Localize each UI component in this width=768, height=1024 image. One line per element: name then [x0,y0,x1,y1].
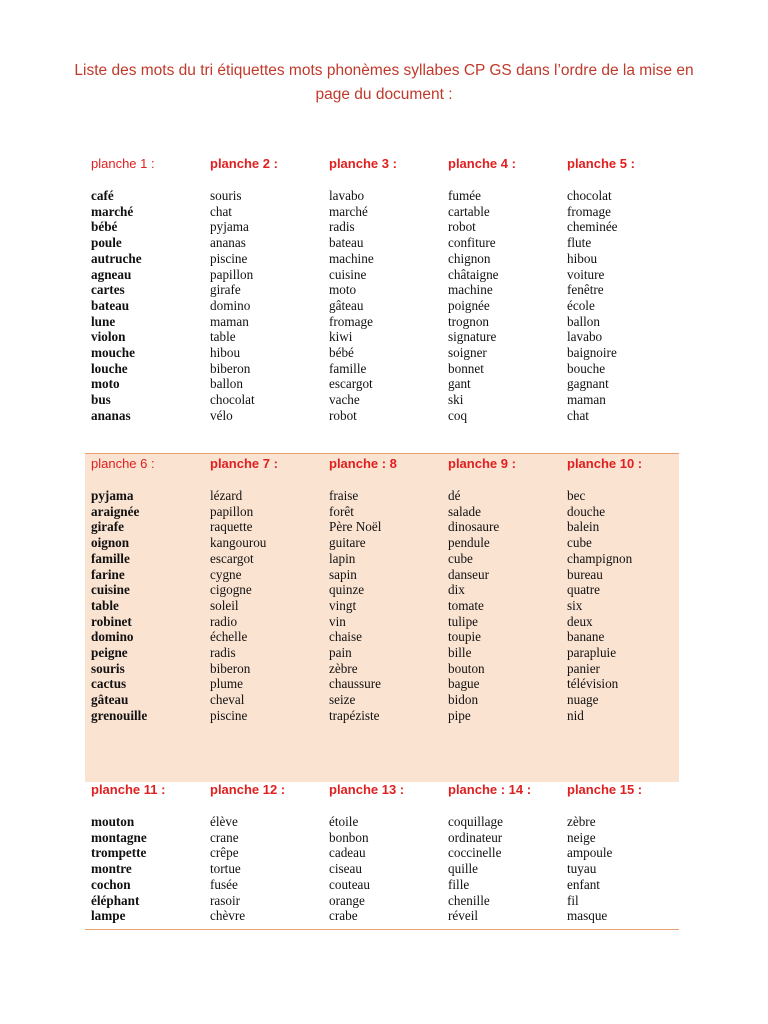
word-item: moto [91,376,120,392]
word-list [91,188,209,424]
word-item: mouton [91,814,135,829]
word-item: baignoire [567,345,617,361]
word-item: bateau [91,297,130,313]
word-item: café [91,188,114,203]
word-item: cygne [210,566,242,582]
word-item: trompette [91,845,147,861]
word-item: papillon [210,266,254,282]
word-item: poignée [448,297,490,313]
word-item: balein [567,519,600,535]
word-item: étoile [329,814,359,829]
word-item: farine [91,566,125,582]
word-item: chèvre [210,908,246,924]
word-item: gagnant [567,376,609,392]
word-item: seize [329,692,356,708]
section-planches-11-15 [85,782,679,930]
column-planche-7 [210,456,328,724]
word-item: télévision [567,676,619,692]
word-item: signature [448,329,497,345]
word-item: vin [329,613,346,629]
word-item: fille [448,876,470,892]
word-item: pyjama [91,488,134,503]
word-list [210,188,328,424]
word-item: cadeau [329,845,366,861]
word-item: guitare [329,535,366,551]
word-item: robot [448,219,476,235]
word-item: orange [329,892,365,908]
word-item: coccinelle [448,845,502,861]
word-item: zèbre [567,814,596,829]
word-item: vingt [329,597,357,613]
word-item: table [210,329,236,345]
word-item: bouche [567,360,606,376]
column-planche-9 [448,456,566,724]
word-item: cuisine [329,266,367,282]
word-item: zèbre [329,660,358,676]
word-item: tuyau [567,861,597,877]
word-item: ananas [91,407,131,423]
column-heading: planche 2 : [210,156,278,171]
word-item: chat [567,407,589,423]
word-item: quinze [329,582,365,598]
column-planche-5 [567,156,685,424]
word-item: élève [210,814,238,829]
section-planches-6-10 [85,453,679,782]
word-item: moto [329,282,357,298]
word-item: plume [210,676,243,692]
word-item: biberon [210,360,251,376]
word-item: bonnet [448,360,484,376]
word-item: tortue [210,861,241,877]
word-item: bébé [91,219,118,235]
word-item: machine [329,250,374,266]
word-list [329,188,447,424]
column-heading: planche 7 : [210,456,278,471]
word-item: flute [567,235,592,251]
word-item: biberon [210,660,251,676]
word-item: Père Noël [329,519,382,535]
word-item: chaussure [329,676,381,692]
word-item: sapin [329,566,357,582]
word-list [210,814,328,924]
word-item: quille [448,861,479,877]
word-item: bouton [448,660,485,676]
word-item: trapéziste [329,707,380,723]
word-item: panier [567,660,600,676]
word-item: kangourou [210,535,267,551]
word-item: autruche [91,250,142,266]
word-item: chaise [329,629,362,645]
word-item: maman [210,313,249,329]
word-list [329,488,447,724]
word-item: ballon [567,313,600,329]
word-item: coquillage [448,814,503,829]
word-item: éléphant [91,892,140,908]
word-item: famille [329,360,367,376]
word-item: bidon [448,692,479,708]
column-heading: planche 1 : [91,156,155,171]
column-heading: planche 6 : [91,456,155,471]
word-item: tomate [448,597,484,613]
word-item: coq [448,407,468,423]
word-item: raquette [210,519,253,535]
word-item: lézard [210,488,243,503]
word-list [91,814,209,924]
word-item: chenille [448,892,490,908]
word-item: violon [91,329,126,345]
column-heading: planche 12 : [210,782,286,797]
word-item: forêt [329,503,354,519]
word-item: danseur [448,566,490,582]
word-item: crabe [329,908,358,924]
word-item: bille [448,645,472,661]
column-planche-8 [329,456,447,724]
word-item: fumée [448,188,481,203]
word-item: réveil [448,908,479,924]
word-item: bus [91,392,111,408]
word-item: école [567,297,595,313]
word-item: rasoir [210,892,241,908]
column-planche-13 [329,782,447,924]
word-item: bonbon [329,829,369,845]
word-item: maman [567,392,606,408]
word-item: hibou [210,345,241,361]
word-list [210,488,328,724]
word-item: tulipe [448,613,479,629]
word-item: radis [210,645,236,661]
word-item: parapluie [567,645,617,661]
word-item: fil [567,892,579,908]
word-item: machine [448,282,493,298]
word-item: radio [210,613,238,629]
word-item: ciseau [329,861,362,877]
word-item: gâteau [91,692,129,708]
word-item: bateau [329,235,364,251]
word-item: piscine [210,250,248,266]
column-planche-2 [210,156,328,424]
word-item: radis [329,219,355,235]
word-item: neige [567,829,596,845]
word-item: soigner [448,345,487,361]
word-item: douche [567,503,606,519]
column-heading: planche 10 : [567,456,643,471]
word-item: ordinateur [448,829,503,845]
word-item: peigne [91,645,128,661]
word-list [448,488,566,724]
word-list [567,488,685,724]
word-item: couteau [329,876,371,892]
word-item: poule [91,235,122,251]
column-planche-1 [91,156,209,424]
column-heading: planche 3 : [329,156,397,171]
column-heading: planche 11 : [91,782,166,797]
word-item: échelle [210,629,248,645]
column-planche-15 [567,782,685,924]
word-item: fusée [210,876,238,892]
word-item: voiture [567,266,605,282]
word-item: pipe [448,707,471,723]
word-item: enfant [567,876,600,892]
word-item: châtaigne [448,266,499,282]
word-item: pain [329,645,352,661]
word-item: lampe [91,908,126,924]
word-item: bague [448,676,480,692]
word-item: fromage [329,313,373,329]
word-item: agneau [91,266,132,282]
word-item: bec [567,488,586,503]
word-item: marché [329,203,368,219]
word-item: lavabo [567,329,603,345]
word-item: piscine [210,707,248,723]
word-item: cochon [91,876,131,892]
word-item: robinet [91,613,132,629]
word-item: marché [91,203,134,219]
column-planche-14 [448,782,566,924]
word-item: nid [567,707,584,723]
word-item: chocolat [210,392,255,408]
word-item: vache [329,392,360,408]
word-item: souris [210,188,242,203]
word-item: cigogne [210,582,252,598]
word-item: robot [329,407,357,423]
word-item: fromage [567,203,611,219]
word-list [448,814,566,924]
column-heading: planche : 8 [329,456,397,471]
column-heading: planche 13 : [329,782,405,797]
column-planche-10 [567,456,685,724]
word-item: gant [448,376,471,392]
section-planches-1-5 [85,156,679,434]
column-heading: planche : 14 : [448,782,532,797]
word-item: ananas [210,235,246,251]
word-item: lune [91,313,116,329]
word-list [448,188,566,424]
word-item: table [91,597,119,613]
word-item: pyjama [210,219,249,235]
word-item: champignon [567,550,633,566]
word-item: montre [91,861,132,877]
word-item: cube [448,550,473,566]
word-item: girafe [91,519,124,535]
word-list [329,814,447,924]
word-item: toupie [448,629,481,645]
word-item: cuisine [91,582,130,598]
word-item: dix [448,582,465,598]
word-item: famille [91,550,130,566]
word-item: escargot [210,550,254,566]
word-item: ampoule [567,845,613,861]
word-item: crêpe [210,845,239,861]
column-planche-11 [91,782,209,924]
column-heading: planche 9 : [448,456,516,471]
word-item: louche [91,360,128,376]
word-item: cheminée [567,219,618,235]
word-item: grenouille [91,707,148,723]
word-item: dé [448,488,461,503]
word-item: chat [210,203,232,219]
word-item: chignon [448,250,491,266]
word-item: crane [210,829,239,845]
word-item: dinosaure [448,519,500,535]
word-list [567,188,685,424]
word-item: nuage [567,692,599,708]
word-item: kiwi [329,329,353,345]
word-item: vélo [210,407,233,423]
word-item: escargot [329,376,373,392]
word-item: salade [448,503,481,519]
word-item: ski [448,392,464,408]
column-heading: planche 15 : [567,782,643,797]
word-item: domino [91,629,134,645]
word-item: hibou [567,250,598,266]
column-heading: planche 5 : [567,156,635,171]
word-item: confiture [448,235,496,251]
word-item: bébé [329,345,354,361]
word-item: chocolat [567,188,612,203]
column-planche-12 [210,782,328,924]
word-item: cartable [448,203,490,219]
word-item: cheval [210,692,245,708]
word-item: fenêtre [567,282,604,298]
word-item: papillon [210,503,254,519]
word-item: lavabo [329,188,365,203]
column-heading: planche 4 : [448,156,516,171]
word-item: banane [567,629,605,645]
word-item: pendule [448,535,490,551]
word-item: gâteau [329,297,364,313]
word-item: domino [210,297,251,313]
word-item: quatre [567,582,600,598]
column-planche-3 [329,156,447,424]
word-item: deux [567,613,593,629]
document-title: Liste des mots du tri étiquettes mots phonèmes syllabes CP GS dans l’ordre de la mise en page du document : [74,62,694,103]
word-item: araignée [91,503,140,519]
column-planche-6 [91,456,209,724]
word-item: ballon [210,376,243,392]
word-item: soleil [210,597,239,613]
word-list [91,488,209,724]
word-item: trognon [448,313,490,329]
word-item: cartes [91,282,125,298]
word-item: cactus [91,676,127,692]
word-item: bureau [567,566,603,582]
word-item: lapin [329,550,356,566]
word-item: souris [91,660,125,676]
word-item: fraise [329,488,359,503]
word-item: cube [567,535,592,551]
column-planche-4 [448,156,566,424]
word-list [567,814,685,924]
word-item: girafe [210,282,241,298]
word-item: masque [567,908,608,924]
word-item: six [567,597,583,613]
word-item: montagne [91,829,147,845]
word-item: mouche [91,345,135,361]
word-item: oignon [91,535,130,551]
